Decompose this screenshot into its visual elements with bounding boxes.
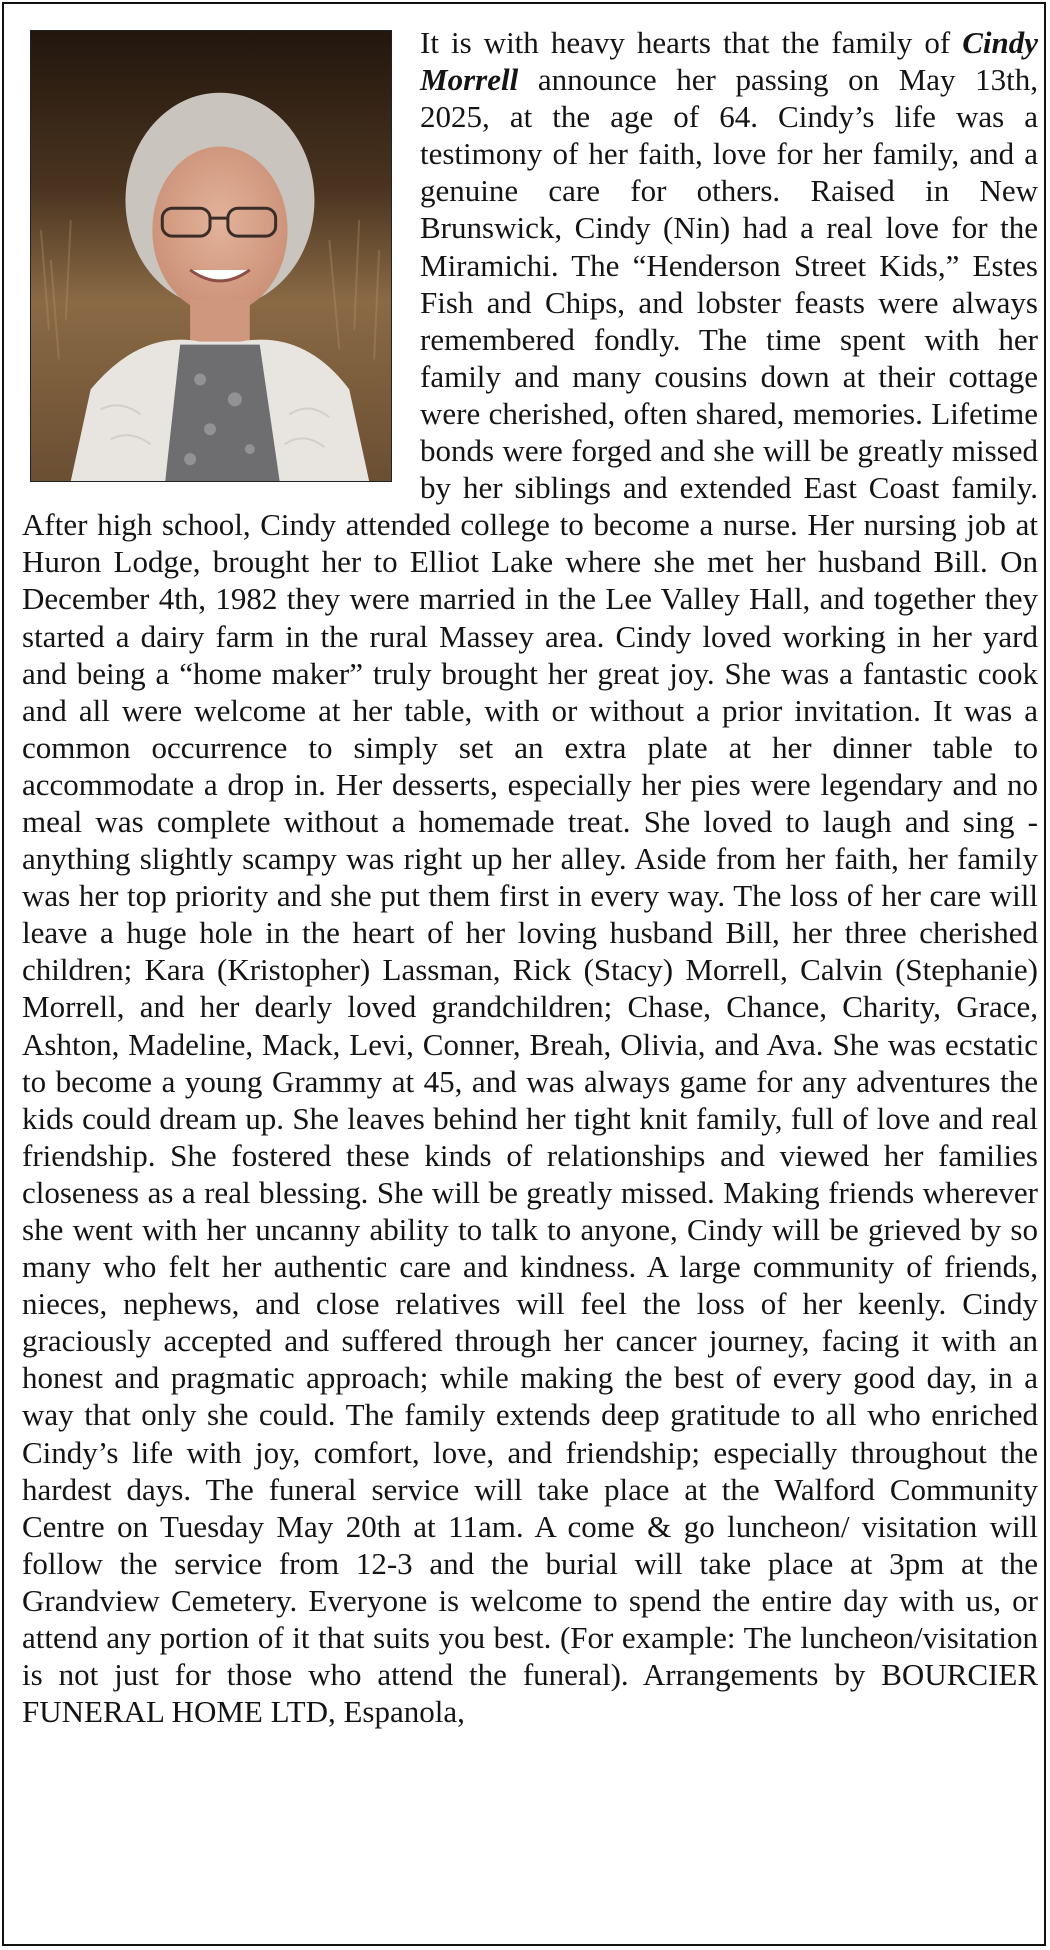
obituary-text [22, 24, 1038, 1730]
portrait-photo [30, 30, 392, 482]
obituary-body: announce her passing on May 13th, 2025, at the age of 64. Cindy’s life was a testimony of her faith, love for her family, and a genuine care for others. Raised in New Brunswick, Cindy (Nin) had a real love for the Miramichi. The “Henderson Street Kids,” Estes Fish and Chips, and lobster feasts were always remembered fondly. The time spent with her family and many cousins down at their cottage were cherished, often shared, memories. Lifetime bonds were forged and she will be greatly missed by her siblings and extended East Coast family. After high school, Cindy attended college to become a nurse. Her nursing job at Huron Lodge, brought her to Elliot Lake where she met her husband Bill. On December 4th, 1982 they were married in the Lee Valley Hall, and together they started a dairy farm in the rural Massey area. Cindy loved working in her yard and being a “home maker” truly brought her great joy. She was a fantastic cook and all were welcome at her table, with or without a prior invitation. It was a common occurrence to simply set an extra plate at her dinner table to accommodate a drop in. Her desserts, especially her pies were legendary and no meal was complete without a homemade treat. She loved to laugh and sing - anything slightly scampy was right up her alley. Aside from her faith, her family was her top priority and she put them first in every way. The loss of her care will leave a huge hole in the heart of her loving husband Bill, her three cherished children; Kara (Kristopher) Lassman, Rick (Stacy) Morrell, Calvin (Stephanie) Morrell, and her dearly loved grandchildren; Chase, Chance, Charity, Grace, Ashton, Madeline, Mack, Levi, Conner, Breah, Olivia, and Ava. She was ecstatic to become a young Grammy at 45, and was always game for any adventures the kids could dream up. She leaves behind her tight knit family, full of love and real friendship. She fostered these kinds of relationships and viewed her families closeness as a real blessing. She will be greatly missed. Making friends wherever she went with her uncanny ability to talk to anyone, Cindy will be grieved by so many who felt her authentic care and kindness. A large community of friends, nieces, nephews, and close relatives will feel the loss of her keenly. Cindy graciously accepted and suffered through her cancer journey, facing it with an honest and pragmatic approach; while making the best of every good day, in a way that only she could. The family extends deep gratitude to all who enriched Cindy’s life with joy, comfort, love, and friendship; especially throughout the hardest days. The funeral service will take place at the Walford Community Centre on Tuesday May 20th at 11am. A come & go luncheon/ visitation will follow the service from 12-3 and the burial will take place at 3pm at the Grandview Cemetery. Everyone is welcome to spend the entire day with us, or attend any portion of it that suits you best. (For example: The luncheon/visitation is not just for those who attend the funeral). Arrangements by BOURCIER FUNERAL HOME LTD, Espanola, [22, 62, 1039, 1730]
intro-text: It is with heavy hearts that the family of [420, 25, 951, 60]
deceased-name: Cindy Morrell [420, 25, 1038, 98]
portrait-photo-icon [31, 31, 391, 481]
obituary-frame [2, 2, 1046, 1946]
